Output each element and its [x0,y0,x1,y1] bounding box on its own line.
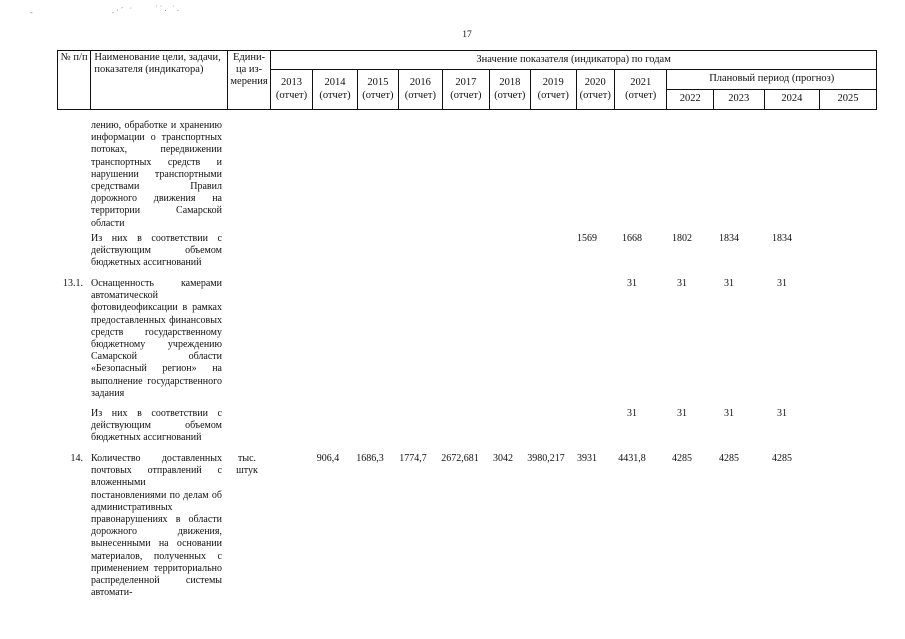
value-cell: 4285 [772,453,792,464]
value-cell: 4285 [672,453,692,464]
year-header [614,70,667,110]
value-cell: 1686,3 [356,453,384,464]
plan-year-header: 2024 [764,90,820,110]
value-cell: 31 [724,278,734,289]
value-cell: 3042 [493,453,513,464]
year-header [576,70,614,110]
unit-cell: тыс. штук [236,453,258,477]
indicator-name: Из них в соответствии с действующим объемом бюджетных ассигнований [91,408,222,444]
value-cell: 1834 [719,233,739,244]
value-cell: 2672,681 [441,453,479,464]
scan-artifact: .·´ ˙ [112,6,134,15]
plan-year-header: 2023 [713,90,764,110]
value-cell: 1834 [772,233,792,244]
year-label: 2020 [584,77,606,89]
year-header [443,70,490,110]
year-label: 2019 [542,77,564,89]
year-note: (отчет) [450,89,482,101]
col-number-header: № п/п [58,51,91,110]
value-cell: 31 [627,278,637,289]
value-cell: 1802 [672,233,692,244]
year-header [271,70,312,110]
year-note: (отчет) [494,89,526,101]
value-cell: 31 [677,278,687,289]
value-cell: 1668 [622,233,642,244]
indicator-name: Из них в соответствии с действующим объемом бюджетных ассигнований [91,233,222,269]
year-label: 2018 [499,77,521,89]
indicator-name: лению, обработке и хранению информации о транспортных потоках, передвижении транспортных средств и нарушении транспортными средствами Правил дорожного движения на территории Самарской области [91,120,222,229]
year-label: 2016 [409,77,431,89]
year-label: 2014 [324,77,346,89]
scan-artifact: - [30,8,35,17]
indicator-table-header [57,50,877,110]
year-note: (отчет) [404,89,436,101]
year-note: (отчет) [537,89,569,101]
year-header [398,70,442,110]
year-header [531,70,576,110]
year-note: (отчет) [319,89,351,101]
value-cell: 31 [677,408,687,419]
plan-year-header: 2025 [820,90,877,110]
value-cell: 31 [724,408,734,419]
value-cell: 31 [627,408,637,419]
row-number: 13.1. [63,278,83,289]
indicator-name: Оснащенность камерами автоматической фотовидеофиксации в рамках предоставленных финансовых средств государственному бюджетному учреждению Самарской области «Безопасный регион» на выполнение государственного задания [91,278,222,399]
year-header [312,70,357,110]
row-number: 14. [70,453,83,464]
indicator-name: Количество доставленных почтовых отправлений с вложенными постановлениями по делам об административных правонарушениях в области дорожного движения, вынесенными на основании материалов, полученных с применением территориально распределенной системы автомати- [91,453,222,599]
plan-year-header: 2022 [667,90,714,110]
value-cell: 906,4 [316,453,340,464]
value-cell: 1569 [577,233,597,244]
year-label: 2013 [281,77,302,89]
year-note: (отчет) [579,89,611,101]
year-label: 2017 [455,77,477,89]
year-note: (отчет) [275,89,308,101]
value-cell: 31 [777,408,787,419]
scan-artifact: ˙˙. ˙. [155,4,181,13]
year-header [358,70,398,110]
value-cell: 4431,8 [618,453,646,464]
value-cell: 1774,7 [399,453,427,464]
page-number: 17 [462,30,472,40]
year-header [489,70,530,110]
values-group-header: Значение показателя (индикатора) по годам [271,51,877,70]
value-cell: 3931 [577,453,597,464]
year-note: (отчет) [362,89,394,101]
col-name-header: Наименование цели, задачи, показателя (индикатора) [91,51,227,110]
value-cell: 31 [777,278,787,289]
year-note: (отчет) [625,89,657,101]
plan-period-header: Плановый период (прогноз) [667,70,877,90]
year-label: 2021 [630,77,652,89]
value-cell: 4285 [719,453,739,464]
value-cell: 3980,217 [527,453,565,464]
col-unit-header: Едини-ца из-мерения [227,51,270,110]
year-label: 2015 [367,77,389,89]
